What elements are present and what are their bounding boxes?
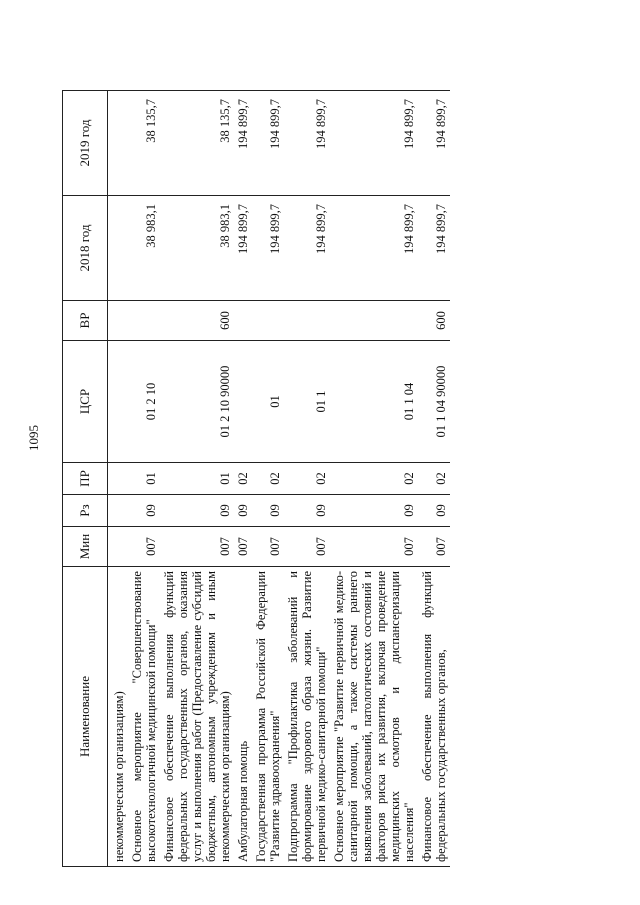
header-name: Наименование — [63, 567, 108, 867]
budget-table — [62, 90, 450, 867]
row-2019: 38 135,7 — [128, 91, 160, 196]
row-2018: 38 983,1 — [160, 196, 234, 301]
table-row — [418, 91, 450, 867]
row-name: некоммерческим организациям) — [108, 567, 129, 867]
row-pr: 02 — [330, 463, 418, 495]
row-csr: 01 2 10 — [128, 341, 160, 463]
row-2019: 38 135,7 — [160, 91, 234, 196]
row-2019: 194 899,7 — [234, 91, 252, 196]
row-2019 — [108, 91, 129, 196]
row-csr: 01 — [252, 341, 284, 463]
row-2018: 38 983,1 — [128, 196, 160, 301]
row-vr — [108, 301, 129, 341]
row-2019: 194 899,7 — [418, 91, 450, 196]
row-rz: 09 — [234, 495, 252, 527]
row-vr — [234, 301, 252, 341]
row-pr: 02 — [418, 463, 450, 495]
row-name: Амбулаторная помощь — [234, 567, 252, 867]
table-row — [160, 91, 234, 867]
row-name: Основное мероприятие "Развитие первичной медико-санитарной помощи, а также системы раннего выявления заболеваний, патологических состояний и факторов риска их развития, включая проведение медицинских осмотров и диспансеризации населения" — [330, 567, 418, 867]
table-row — [108, 91, 129, 867]
row-pr — [108, 463, 129, 495]
row-2019: 194 899,7 — [330, 91, 418, 196]
row-rz — [108, 495, 129, 527]
row-vr: 600 — [418, 301, 450, 341]
row-csr: 01 2 10 90000 — [160, 341, 234, 463]
row-2018: 194 899,7 — [252, 196, 284, 301]
row-vr — [284, 301, 330, 341]
table-row — [252, 91, 284, 867]
row-pr: 01 — [128, 463, 160, 495]
table-header-row — [63, 91, 108, 867]
row-name: Государственная программа Российской Федерации "Развитие здравоохранения" — [252, 567, 284, 867]
row-csr — [234, 341, 252, 463]
header-2018: 2018 год — [63, 196, 108, 301]
row-pr: 02 — [252, 463, 284, 495]
row-min: 007 — [284, 527, 330, 567]
row-csr: 01 1 04 — [330, 341, 418, 463]
row-min: 007 — [234, 527, 252, 567]
row-2019: 194 899,7 — [252, 91, 284, 196]
page-number: 1095 — [26, 425, 41, 451]
row-vr — [330, 301, 418, 341]
header-csr: ЦСР — [63, 341, 108, 463]
row-2019: 194 899,7 — [284, 91, 330, 196]
header-2019: 2019 год — [63, 91, 108, 196]
row-min: 007 — [330, 527, 418, 567]
row-vr: 600 — [160, 301, 234, 341]
row-vr — [128, 301, 160, 341]
row-rz: 09 — [418, 495, 450, 527]
row-2018: 194 899,7 — [330, 196, 418, 301]
row-csr — [108, 341, 129, 463]
row-min: 007 — [128, 527, 160, 567]
row-min — [108, 527, 129, 567]
row-rz: 09 — [330, 495, 418, 527]
row-2018: 194 899,7 — [234, 196, 252, 301]
row-pr: 02 — [284, 463, 330, 495]
row-name: Финансовое обеспечение выполнения функций федеральных государственных органов, оказания услуг и выполнения работ (Предоставление субсидий бюджетным, автономным учреждениям и иным некоммерческим организациям) — [160, 567, 234, 867]
row-name: Основное мероприятие "Совершенствование высокотехнологичной медицинской помощи" — [128, 567, 160, 867]
row-rz: 09 — [160, 495, 234, 527]
header-vr: ВР — [63, 301, 108, 341]
row-rz: 09 — [284, 495, 330, 527]
row-rz: 09 — [252, 495, 284, 527]
row-csr: 01 1 04 90000 — [418, 341, 450, 463]
row-vr — [252, 301, 284, 341]
table-row — [234, 91, 252, 867]
header-min: Мин — [63, 527, 108, 567]
table-row — [330, 91, 418, 867]
row-pr: 02 — [234, 463, 252, 495]
row-2018: 194 899,7 — [418, 196, 450, 301]
header-pr: ПР — [63, 463, 108, 495]
header-rz: Рз — [63, 495, 108, 527]
row-rz: 09 — [128, 495, 160, 527]
row-name: Финансовое обеспечение выполнения функций федеральных государственных органов, — [418, 567, 450, 867]
row-2018: 194 899,7 — [284, 196, 330, 301]
row-min: 007 — [418, 527, 450, 567]
table-row — [128, 91, 160, 867]
row-name: Подпрограмма "Профилактика заболеваний и формирование здорового образа жизни. Развитие первичной медико-санитарной помощи" — [284, 567, 330, 867]
row-min: 007 — [160, 527, 234, 567]
row-pr: 01 — [160, 463, 234, 495]
row-csr: 01 1 — [284, 341, 330, 463]
row-2018 — [108, 196, 129, 301]
row-min: 007 — [252, 527, 284, 567]
table-row — [284, 91, 330, 867]
